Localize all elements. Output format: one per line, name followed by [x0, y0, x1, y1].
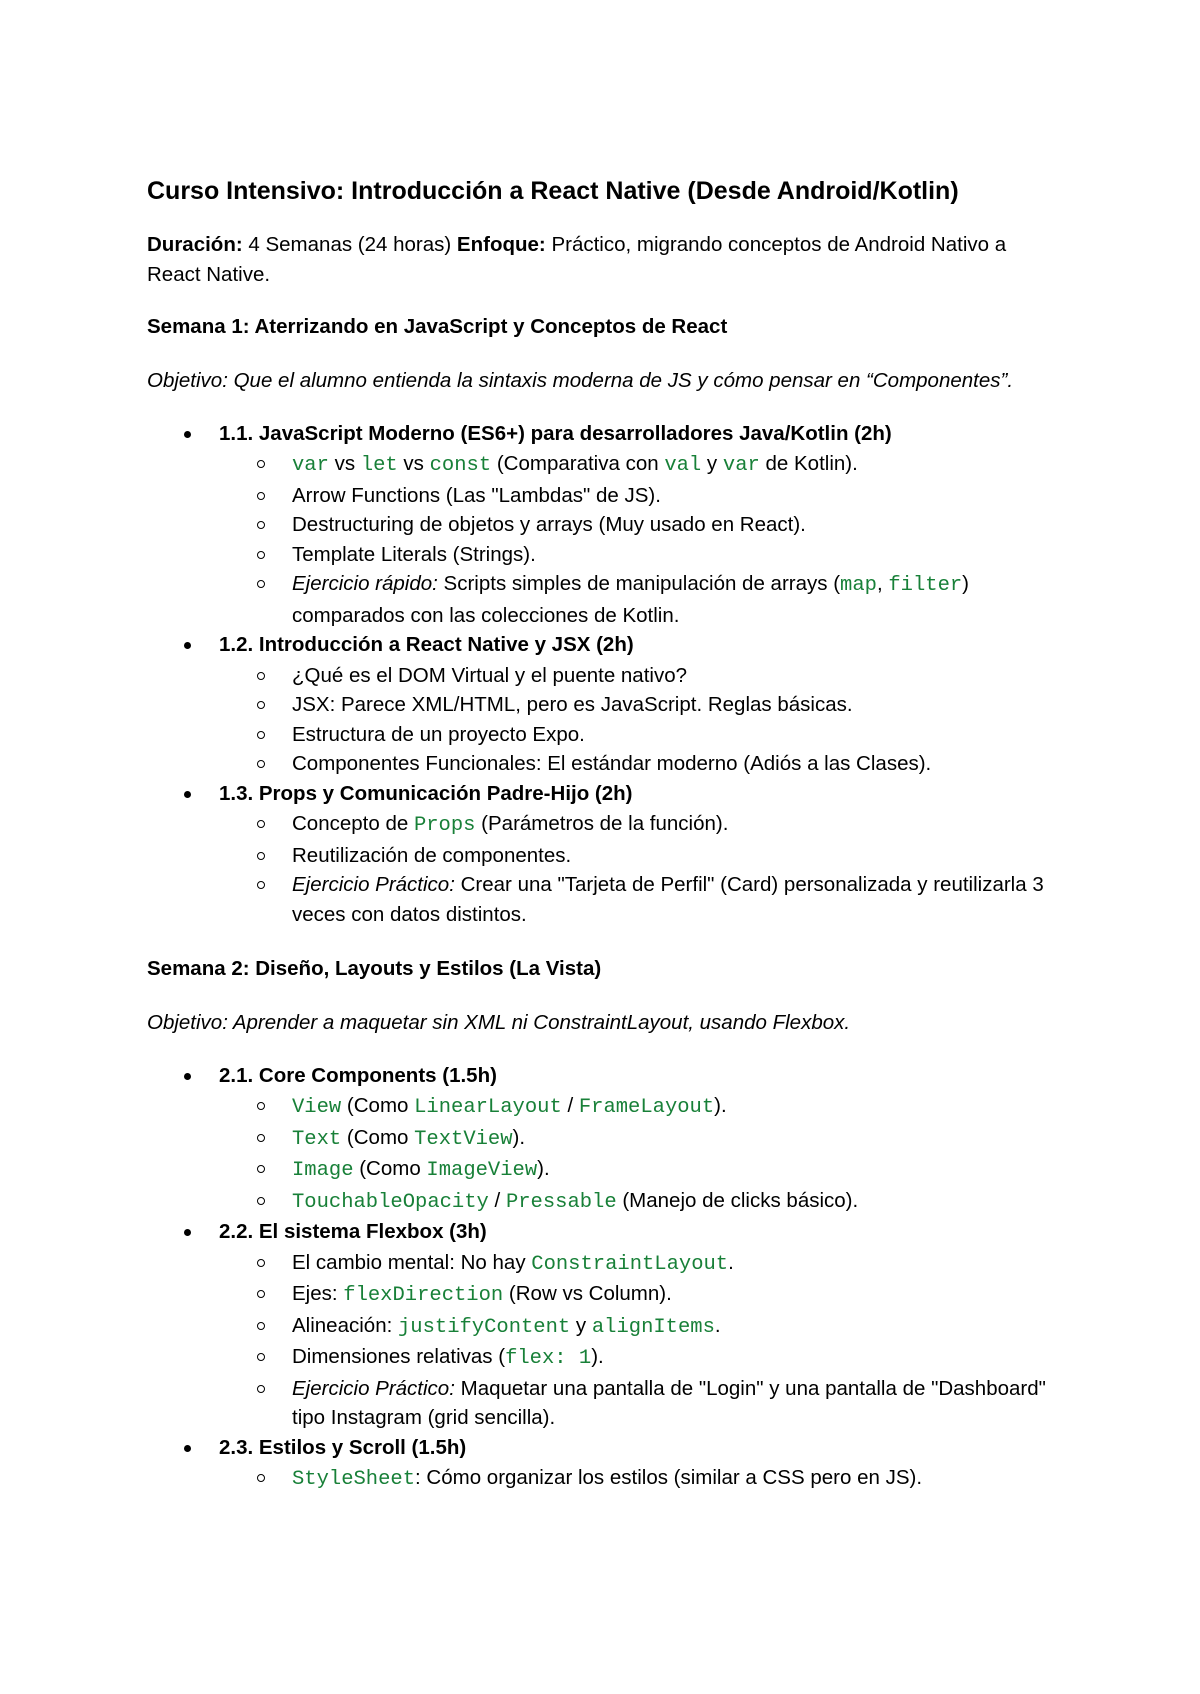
list-item: Estructura de un proyecto Expo.: [219, 720, 1057, 750]
document-title: Curso Intensivo: Introducción a React Native (Desde Android/Kotlin): [147, 177, 959, 205]
list-item: [219, 1279, 1057, 1311]
text: ).: [512, 1125, 526, 1149]
code-token: FrameLayout: [578, 1096, 715, 1119]
code-token: const: [429, 454, 492, 477]
code-token: flex: 1: [505, 1347, 592, 1370]
subtopic-list: [219, 809, 1057, 929]
text: (Como: [341, 1094, 415, 1117]
subtopic-list: [219, 449, 1057, 630]
text: y: [701, 452, 723, 475]
list-item: [219, 1374, 1057, 1433]
list-item: [219, 569, 1057, 630]
subtopic-list: [219, 1091, 1057, 1217]
topic-1-1: [147, 419, 1057, 631]
list-item: [219, 449, 1057, 481]
list-item: [219, 809, 1057, 841]
text: Concepto de: [292, 812, 414, 835]
list-item: [219, 1311, 1057, 1343]
code-token: val: [664, 454, 702, 477]
text: (Comparativa con: [491, 452, 665, 475]
code-token: Image: [292, 1159, 354, 1182]
text: (Manejo de clicks básico).: [616, 1188, 859, 1212]
subtopic-list: [219, 1463, 1057, 1495]
list-item: [219, 870, 1057, 929]
list-item: Componentes Funcionales: El estándar moderno (Adiós a las Clases).: [219, 749, 1057, 779]
topic-2-2: [147, 1217, 1057, 1433]
text: Scripts simples de manipulación de arrays (: [437, 572, 841, 595]
text: Crear una "Tarjeta de Perfil" (Card) personalizada y reutilizarla 3 veces con datos distintos.: [292, 873, 1044, 926]
code-token: ConstraintLayout: [531, 1252, 729, 1276]
list-item: Template Literals (Strings).: [219, 540, 1057, 570]
code-token: flexDirection: [343, 1284, 504, 1307]
list-item: [219, 1342, 1057, 1374]
exercise-label: Ejercicio rápido:: [292, 572, 438, 595]
topic-1-2: [147, 630, 1057, 779]
text: /: [561, 1094, 579, 1117]
duration-value: 4 Semanas (24 horas): [248, 233, 452, 256]
code-token: Props: [413, 814, 476, 837]
course-meta: [147, 230, 1057, 289]
week2-objective: Objetivo: Aprender a maquetar sin XML ni ConstraintLayout, usando Flexbox.: [147, 1011, 851, 1034]
topic-title: 1.3. Props y Comunicación Padre-Hijo (2h): [219, 779, 1057, 810]
list-item: Arrow Functions (Las "Lambdas" de JS).: [219, 481, 1057, 511]
list-item: [219, 1248, 1057, 1280]
text: Dimensiones relativas (: [292, 1345, 506, 1368]
list-item: Reutilización de componentes.: [219, 841, 1057, 871]
topic-title: 2.3. Estilos y Scroll (1.5h): [219, 1433, 1057, 1464]
topic-title: 2.2. El sistema Flexbox (3h): [219, 1217, 1057, 1248]
focus-value: Práctico, migrando conceptos de Android Nativo a React Native.: [147, 233, 1007, 286]
text: y: [570, 1313, 592, 1337]
text: Maquetar una pantalla de "Login" y una pantalla de "Dashboard" tipo Instagram (grid sencilla).: [292, 1376, 1046, 1429]
text: El cambio mental: No hay: [292, 1250, 532, 1274]
topic-1-3: [147, 779, 1057, 930]
text: /: [488, 1188, 506, 1212]
list-item: JSX: Parece XML/HTML, pero es JavaScript. Reglas básicas.: [219, 690, 1057, 720]
topic-title: 1.1. JavaScript Moderno (ES6+) para desarrolladores Java/Kotlin (2h): [219, 419, 1057, 450]
list-item: [219, 1186, 1057, 1218]
text: .: [728, 1250, 734, 1274]
list-item: [219, 1463, 1057, 1495]
text: : Cómo organizar los estilos (similar a CSS pero en JS).: [415, 1466, 923, 1489]
code-token: var: [722, 454, 760, 477]
code-token: TextView: [414, 1127, 513, 1151]
list-item: [219, 1091, 1057, 1123]
document-body: [147, 170, 1057, 1495]
subtopic-list: [219, 661, 1057, 779]
text: vs: [397, 452, 430, 475]
topic-title: 2.1. Core Components (1.5h): [219, 1061, 1057, 1092]
code-token: LinearLayout: [414, 1096, 562, 1119]
text: ).: [591, 1345, 604, 1368]
text: vs: [328, 452, 361, 475]
exercise-label: Ejercicio Práctico:: [292, 873, 455, 896]
exercise-label: Ejercicio Práctico:: [292, 1376, 455, 1400]
text: (Como: [341, 1125, 415, 1149]
code-token: ImageView: [426, 1159, 538, 1182]
week2-topics: [147, 1061, 1057, 1495]
text: ,: [876, 572, 889, 595]
list-item: [219, 1123, 1057, 1155]
code-token: filter: [888, 574, 963, 597]
topic-title: 1.2. Introducción a React Native y JSX (2h): [219, 630, 1057, 661]
text: de Kotlin).: [759, 452, 858, 475]
list-item: [219, 1154, 1057, 1186]
list-item: Destructuring de objetos y arrays (Muy usado en React).: [219, 510, 1057, 540]
text: ) comparados con las colecciones de Kotlin.: [292, 572, 969, 627]
focus-label: Enfoque:: [456, 233, 546, 256]
code-token: let: [360, 454, 398, 477]
text: Alineación:: [292, 1313, 398, 1337]
code-token: justifyContent: [397, 1315, 571, 1339]
code-token: Pressable: [505, 1190, 617, 1214]
duration-label: Duración:: [147, 233, 243, 256]
text: (Como: [353, 1157, 427, 1180]
text: (Row vs Column).: [503, 1282, 672, 1305]
week2-heading: Semana 2: Diseño, Layouts y Estilos (La Vista): [147, 957, 602, 980]
code-token: alignItems: [591, 1315, 715, 1339]
topic-2-1: [147, 1061, 1057, 1218]
week1-objective: Objetivo: Que el alumno entienda la sintaxis moderna de JS y cómo pensar en “Componentes”.: [147, 369, 1014, 392]
week1-topics: [147, 419, 1057, 930]
code-token: var: [292, 454, 329, 477]
code-token: TouchableOpacity: [292, 1190, 489, 1214]
text: Ejes:: [292, 1282, 344, 1305]
subtopic-list: [219, 1248, 1057, 1433]
code-token: View: [292, 1096, 342, 1119]
code-token: map: [840, 574, 877, 597]
text: .: [714, 1313, 721, 1337]
code-token: Text: [292, 1127, 342, 1151]
text: (Parámetros de la función).: [475, 812, 729, 835]
text: ).: [537, 1157, 550, 1180]
week1-heading: Semana 1: Aterrizando en JavaScript y Conceptos de React: [147, 315, 728, 338]
text: ).: [714, 1094, 727, 1117]
code-token: StyleSheet: [292, 1468, 416, 1491]
list-item: ¿Qué es el DOM Virtual y el puente nativo?: [219, 661, 1057, 691]
topic-2-3: [147, 1433, 1057, 1495]
